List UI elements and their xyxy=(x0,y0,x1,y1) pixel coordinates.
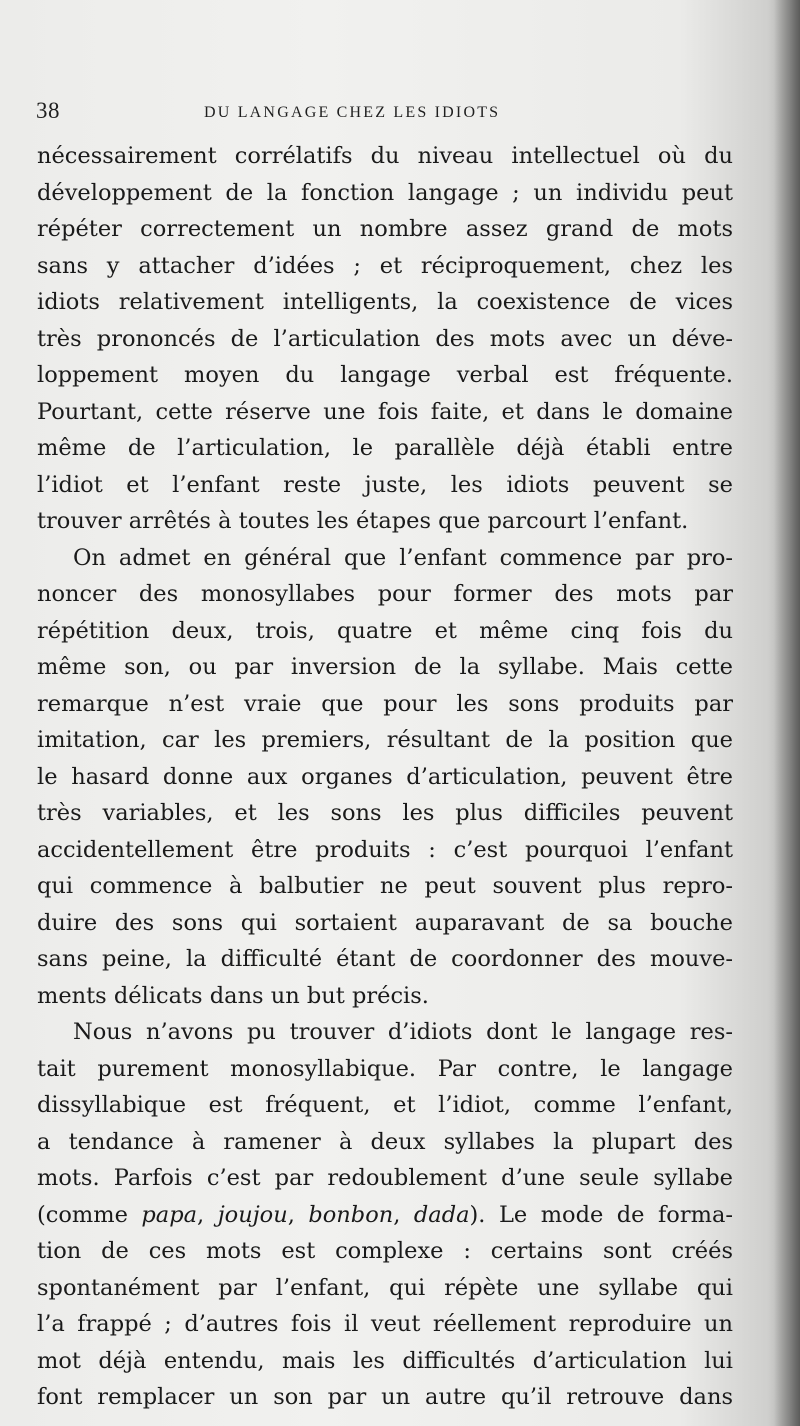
text-line: accidentellement être produits : c’est pourquoi l’enfant xyxy=(37,836,733,863)
text-line: a tendance à ramener à deux syllabes la plupart des xyxy=(37,1128,733,1155)
text-fragment: , xyxy=(393,1201,414,1228)
paragraph-3 xyxy=(37,1014,733,1416)
example-word: bonbon xyxy=(308,1201,394,1228)
text-line-with-examples xyxy=(37,1197,733,1234)
example-word: dada xyxy=(413,1201,470,1228)
text-line: développement de la fonction langage ; un individu peut xyxy=(37,179,733,206)
text-fragment: ). Le mode de forma- xyxy=(469,1201,733,1228)
text-line: nécessairement corrélatifs du niveau intellectuel où du xyxy=(37,143,733,169)
text-line: répéter correctement un nombre assez grand de mots xyxy=(37,216,733,242)
example-word: joujou xyxy=(217,1201,288,1228)
text-line: très prononcés de l’articulation des mots avec un déve- xyxy=(37,325,733,352)
text-line: font remplacer un son par un autre qu’il retrouve dans xyxy=(37,1384,733,1410)
text-line: On admet en général que l’enfant commence par pro- xyxy=(73,544,733,571)
text-line: Pourtant, cette réserve une fois faite, et dans le domaine xyxy=(37,398,733,425)
text-line: mot déjà entendu, mais les difficultés d’articulation lui xyxy=(37,1347,733,1374)
text-line: loppement moyen du langage verbal est fréquente. xyxy=(37,362,733,388)
text-line: trouver arrêtés à toutes les étapes que parcourt l’enfant. xyxy=(37,508,689,534)
text-line: l’idiot et l’enfant reste juste, les idiots peuvent se xyxy=(37,471,733,498)
text-line: ments délicats dans un but précis. xyxy=(37,982,429,1009)
text-line: sans peine, la difficulté étant de coordonner des mouve- xyxy=(37,946,733,972)
text-line: remarque n’est vraie que pour les sons produits par xyxy=(37,690,733,717)
page-header xyxy=(36,98,736,132)
paragraph-1 xyxy=(37,138,733,540)
text-fragment: (comme xyxy=(37,1201,142,1228)
text-line: très variables, et les sons les plus difficiles peuvent xyxy=(37,800,733,826)
text-line: qui commence à balbutier ne peut souvent plus repro- xyxy=(37,873,733,899)
text-fragment: , xyxy=(287,1201,309,1228)
text-line: tait purement monosyllabique. Par contre, le langage xyxy=(37,1055,733,1082)
page-body-text xyxy=(37,138,733,1416)
text-line: même de l’articulation, le parallèle déjà établi entre xyxy=(37,435,733,461)
text-line: spontanément par l’enfant, qui répète une syllabe qui xyxy=(37,1274,733,1301)
text-line: noncer des monosyllabes pour former des mots par xyxy=(37,581,733,607)
example-word: papa xyxy=(141,1201,198,1228)
page-binding-shadow xyxy=(774,0,800,1426)
text-line: même son, ou par inversion de la syllabe. Mais cette xyxy=(37,654,733,680)
text-line: tion de ces mots est complexe : certains sont créés xyxy=(37,1238,733,1264)
text-line: imitation, car les premiers, résultant de la position que xyxy=(37,727,733,753)
text-line: mots. Parfois c’est par redoublement d’une seule syllabe xyxy=(37,1165,733,1191)
text-line: dissyllabique est fréquent, et l’idiot, comme l’enfant, xyxy=(37,1092,733,1118)
page-number: 38 xyxy=(36,98,60,123)
text-fragment: , xyxy=(197,1201,218,1228)
paragraph-2 xyxy=(37,540,733,1015)
text-line: l’a frappé ; d’autres fois il veut réellement reproduire un xyxy=(37,1311,733,1337)
text-line: idiots relativement intelligents, la coexistence de vices xyxy=(37,289,733,315)
text-line: le hasard donne aux organes d’articulation, peuvent être xyxy=(37,763,733,790)
text-line: Nous n’avons pu trouver d’idiots dont le langage res- xyxy=(73,1019,733,1045)
running-head: DU LANGAGE CHEZ LES IDIOTS xyxy=(204,104,501,121)
text-line: duire des sons qui sortaient auparavant de sa bouche xyxy=(37,909,733,936)
text-line: répétition deux, trois, quatre et même cinq fois du xyxy=(37,617,733,644)
text-line: sans y attacher d’idées ; et réciproquement, chez les xyxy=(37,252,733,279)
